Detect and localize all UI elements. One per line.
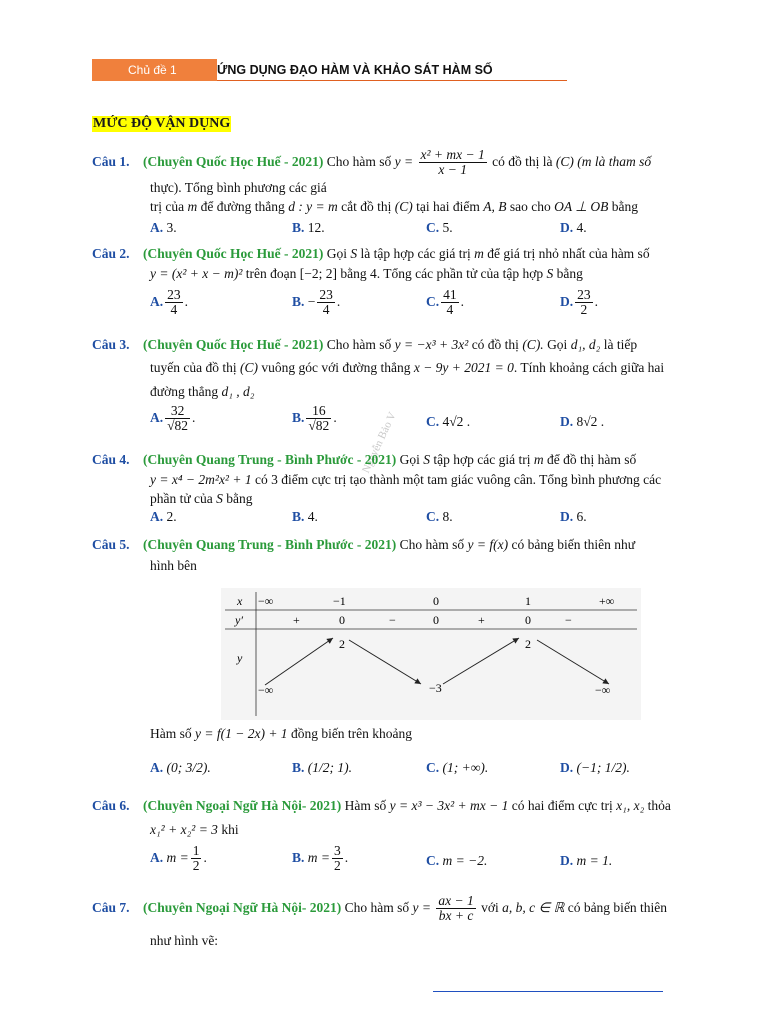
topic-label: Chủ đề 1 xyxy=(92,59,217,81)
question-3-line-1: Câu 3. (Chuyên Quốc Học Huế - 2021) Cho hàm số y = −x³ + 3x² có đồ thị (C). Gọi d₁, d₂ là tiếp xyxy=(92,337,638,352)
question-5-prompt: Hàm số y = f(1 − 2x) + 1 đồng biến trên khoảng xyxy=(150,726,413,741)
option-c[interactable]: C. 5. xyxy=(426,220,453,235)
question-3-line-2: tuyến của đồ thị (C) vuông góc với đường thẳng x − 9y + 2021 = 0. Tính khoảng cách giữa hai xyxy=(150,360,665,375)
option-c[interactable]: C. 8. xyxy=(426,509,453,524)
sign: + xyxy=(293,613,300,627)
chapter-title: ỨNG DỤNG ĐẠO HÀM VÀ KHẢO SÁT HÀM SỐ xyxy=(217,63,493,77)
yprime-label: y′ xyxy=(235,613,243,627)
question-7-line-1: Câu 7. (Chuyên Ngoại Ngữ Hà Nội- 2021) Cho hàm số y = $\frac{ax - 1}{bx + c}$ với a, b, c ∈ ℝ có bảng biến thiên xyxy=(92,893,668,924)
option-b[interactable]: B. m = $\frac{3}{2}$ . xyxy=(292,843,349,874)
x-value: −∞ xyxy=(258,594,274,608)
option-d[interactable]: D. (−1; 1/2). xyxy=(560,760,630,775)
option-d[interactable]: D. 8√2 . xyxy=(560,414,605,429)
x-value: −1 xyxy=(333,594,346,608)
y-value: −∞ xyxy=(258,683,274,697)
option-d[interactable]: D. 4. xyxy=(560,220,587,235)
sign: 0 xyxy=(525,613,531,627)
sign: − xyxy=(389,613,396,627)
y-value: −∞ xyxy=(595,683,611,697)
option-c[interactable]: C. m = −2. xyxy=(426,853,488,868)
question-4-line-1: Câu 4. (Chuyên Quang Trung - Bình Phước - 2021) Gọi S tập hợp các giá trị m để đồ thị hàm số xyxy=(92,452,637,467)
option-d[interactable]: D. 6. xyxy=(560,509,587,524)
sign: 0 xyxy=(339,613,345,627)
option-d[interactable]: D. $\frac{23}{2}$ . xyxy=(560,287,598,318)
sign: − xyxy=(565,613,572,627)
question-7-line-2: như hình vẽ: xyxy=(150,933,219,948)
text: Cho hàm số xyxy=(326,153,392,169)
y-label: y xyxy=(237,651,243,665)
option-a[interactable]: A. $\frac{23}{4}$ . xyxy=(150,287,188,318)
sign: 0 xyxy=(433,613,439,627)
question-number: Câu 1. xyxy=(92,153,130,169)
watermark: Nguyễn Bảo V xyxy=(360,410,399,476)
y-value: 2 xyxy=(525,637,531,651)
question-4-line-3: phần tử của S bằng xyxy=(150,491,253,506)
option-c[interactable]: C. 4√2 . xyxy=(426,414,471,429)
level-heading: MỨC ĐỘ VẬN DỤNG xyxy=(93,116,231,131)
question-4-line-2: y = x⁴ − 2m²x² + 1 có 3 điểm cực trị tạo thành một tam giác vuông cân. Tổng bình phương các xyxy=(150,472,662,487)
question-6-line-1: Câu 6. (Chuyên Ngoại Ngữ Hà Nội- 2021) Hàm số y = x³ − 3x² + mx − 1 có hai điểm cực trị x₁, x₂ thỏa xyxy=(92,798,671,813)
question-5-line-2: hình bên xyxy=(150,558,197,573)
question-3-line-3: đường thẳng d₁ , d₂ xyxy=(150,384,255,399)
option-d[interactable]: D. m = 1. xyxy=(560,853,613,868)
option-a[interactable]: A. 2. xyxy=(150,509,177,524)
option-c[interactable]: C. (1; +∞). xyxy=(426,760,489,775)
x-value: +∞ xyxy=(599,594,615,608)
y-value: 2 xyxy=(339,637,345,651)
x-label: x xyxy=(237,594,243,608)
question-2-line-2: y = (x² + x − m)² trên đoạn [−2; 2] bằng 4. Tổng các phần tử của tập hợp S bằng xyxy=(150,266,583,281)
fraction: $\frac{\text{x² + mx − 1}}{x - 1}$ xyxy=(420,147,485,178)
option-b[interactable]: B. 4. xyxy=(292,509,318,524)
text: (m là tham số xyxy=(577,153,652,169)
question-6-line-2: x₁² + x₂² = 3 khi xyxy=(150,822,239,837)
option-b[interactable]: B. (1/2; 1). xyxy=(292,760,353,775)
question-5-line-1: Câu 5. (Chuyên Quang Trung - Bình Phước - 2021) Cho hàm số y = f(x) có bảng biến thiên như xyxy=(92,537,636,552)
question-1-line-1 xyxy=(92,148,651,177)
x-value: 1 xyxy=(525,594,531,608)
math: (C) xyxy=(555,153,574,169)
text: có đồ thị là xyxy=(492,153,553,169)
question-2-line-1: Câu 2. (Chuyên Quốc Học Huế - 2021) Gọi S là tập hợp các giá trị m để giá trị nhỏ nhất của hàm số xyxy=(92,246,650,261)
option-b[interactable]: B. − $\frac{23}{4}$ . xyxy=(292,287,341,318)
option-a[interactable]: A. (0; 3/2). xyxy=(150,760,211,775)
x-value: 0 xyxy=(433,594,439,608)
footer-line xyxy=(433,991,663,992)
sign: + xyxy=(478,613,485,627)
option-b[interactable]: B. $\frac{16}{√82}$ . xyxy=(292,403,337,434)
question-source: (Chuyên Quốc Học Huế - 2021) xyxy=(143,153,324,169)
option-c[interactable]: C. $\frac{41}{4}$ . xyxy=(426,287,464,318)
option-a[interactable]: A. m = $\frac{1}{2}$ . xyxy=(150,843,207,874)
option-a[interactable]: A. 3. xyxy=(150,220,177,235)
y-value: −3 xyxy=(429,681,442,695)
variation-table xyxy=(221,588,641,720)
option-a[interactable]: A. $\frac{32}{√82}$ . xyxy=(150,403,196,434)
header-underline xyxy=(217,80,567,81)
option-b[interactable]: B. 12. xyxy=(292,220,325,235)
question-1-line-2: thực). Tổng bình phương các giá xyxy=(150,180,327,195)
question-1-line-3: trị của m để đường thẳng d : y = m cắt đồ thị (C) tại hai điểm A, B sao cho OA ⊥ OB bằng xyxy=(150,199,639,214)
math: y = xyxy=(394,153,414,169)
